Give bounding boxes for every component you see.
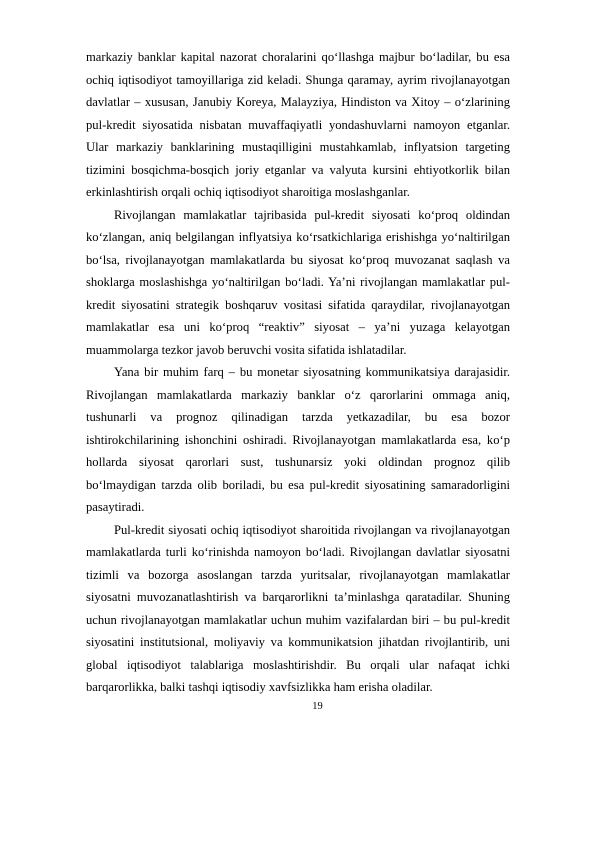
paragraph-4: Pul-kredit siyosati ochiq iqtisodiyot sharoitida rivojlangan va rivojlanayotgan mamlakatlarda turli ko‘rinishda namoyon bo‘ladi. Rivojlangan davlatlar siyosatni tizimli va bozorga asoslangan tarzda yuritsalar, rivojlanayotgan mamlakatlar siyosatni muvozanatlashtirish va barqarorlikni ta’minlashga qaratadilar. Shuning uchun rivojlanayotgan mamlakatlar uchun muhim vazifalardan biri – bu pul-kredit siyosatini institutsional, moliyaviy va kommunikatsion jihatdan rivojlantirib, uni global iqtisodiyot talablariga moslashtirishdir. Bu orqali ular nafaqat ichki barqarorlikka, balki tashqi iqtisodiy xavfsizlikka ham erisha oladilar. [86, 522, 510, 694]
paragraph-2: Rivojlangan mamlakatlar tajribasida pul-kredit siyosati ko‘proq oldindan ko‘zlangan, aniq belgilangan inflyatsiya ko‘rsatkichlariga erishishga yo‘naltirilgan bo‘lsa, rivojlanayotgan mamlakatlarda bu siyosat ko‘proq muvozanat saqlash va shoklarga moslashishga yo‘naltirilgan bo‘ladi. Ya’ni rivojlangan mamlakatlar pul-kredit siyosatini strategik boshqaruv vositasi sifatida qaraydilar, rivojlanayotgan mamlakatlar esa uni ko‘proq “reaktiv” siyosat – ya’ni yuzaga kelayotgan muammolarga tezkor javob beruvchi vosita sifatida ishlatadilar. [86, 207, 510, 357]
paragraph-3: Yana bir muhim farq – bu monetar siyosatning kommunikatsiya darajasidir. Rivojlangan mamlakatlarda markaziy banklar o‘z qarorlarini ommaga aniq, tushunarli va prognoz qilinadigan tarzda yetkazadilar, bu esa bozor ishtirokchilarining ishonchini oshiradi. Rivojlanayotgan mamlakatlarda esa, ko‘p hollarda siyosat qarorlari sust, tushunarsiz yoki oldindan prognoz qilib bo‘lmaydigan tarzda olib boriladi, bu esa pul-kredit siyosatining samaradorligini pasaytiradi. [86, 365, 510, 514]
page-body [86, 46, 510, 699]
page-number: 19 [312, 701, 323, 712]
paragraph-1: markaziy banklar kapital nazorat choralarini qo‘llashga majbur bo‘ladilar, bu esa ochiq iqtisodiyot tamoyillariga zid keladi. Shunga qaramay, ayrim rivojlanayotgan davlatlar – xususan, Janubiy Koreya, Malayziya, Hindiston va Xitoy – o‘zlarining pul-kredit siyosatida nisbatan muvaffaqiyatli yondashuvlarni namoyon etganlar. Ular markaziy banklarining mustaqilligini mustahkamlab, inflyatsion targeting tizimini bosqichma-bosqich joriy etganlar va valyuta kursini ehtiyotkorlik bilan erkinlashtirish orqali ochiq iqtisodiyot sharoitiga moslashganlar. [86, 50, 510, 199]
